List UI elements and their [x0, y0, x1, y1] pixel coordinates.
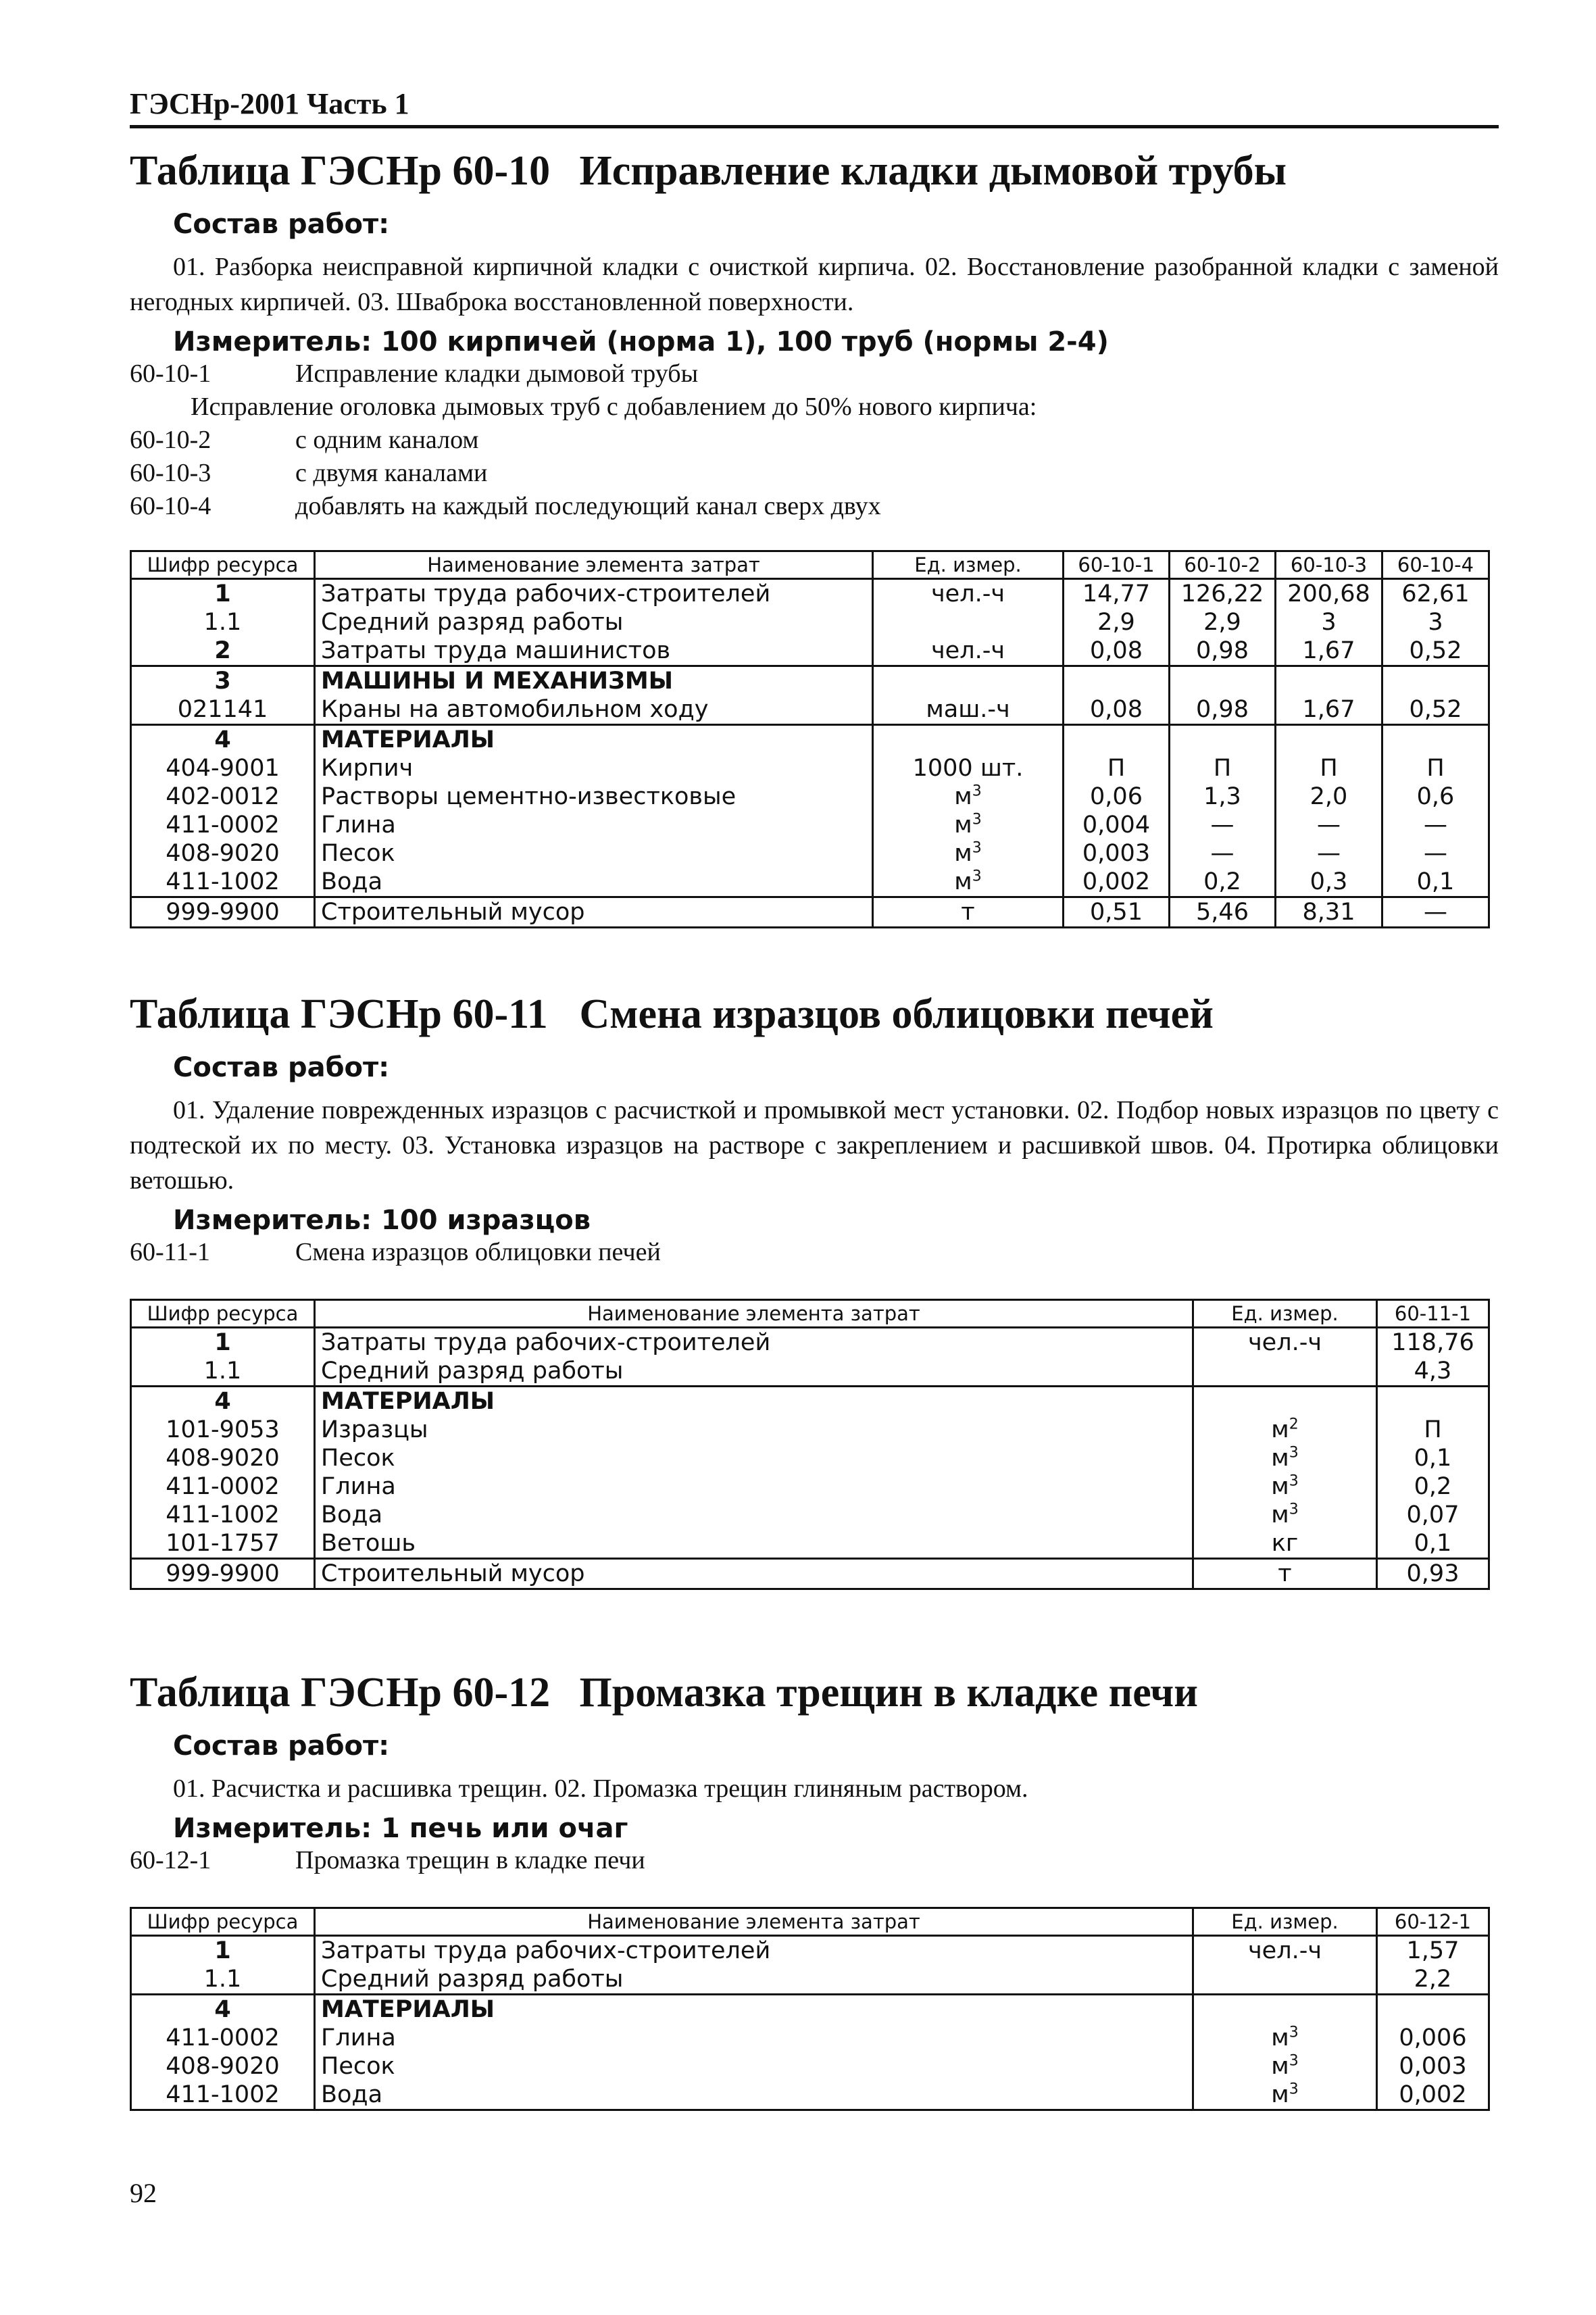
cell-name: Средний разряд работы	[315, 1357, 1193, 1387]
cell-name: Строительный мусор	[315, 1559, 1193, 1589]
cell-unit	[873, 811, 1064, 839]
table-row	[131, 811, 1489, 839]
unit-exponent: 3	[1289, 1472, 1299, 1490]
cell-name: Глина	[315, 2024, 1193, 2052]
unit-exponent: 2	[1289, 1416, 1299, 1433]
table-row	[131, 608, 1489, 637]
cell-code: 101-1757	[131, 1529, 315, 1559]
measure-line: Измеритель: 1 печь или очаг	[173, 1813, 628, 1845]
cell-unit	[1193, 1965, 1377, 1995]
cell-value: 0,1	[1382, 868, 1489, 897]
table-row	[131, 1472, 1489, 1501]
page-header: ГЭСНр-2001 Часть 1	[130, 86, 1499, 128]
table-row	[131, 1387, 1489, 1416]
col-header-norm: 60-10-2	[1170, 551, 1276, 579]
unit-text: м	[1271, 2081, 1289, 2109]
cell-name: Затраты труда рабочих-строителей	[315, 579, 873, 609]
work-description: 01. Разборка неисправной кирпичной кладки с очисткой кирпича. 02. Восстановление разобранной кладки с заменой негодных кирпичей. 03. Шваброка восстановленной поверхности.	[130, 253, 1499, 317]
cell-unit	[873, 868, 1064, 897]
cell-value: —	[1170, 811, 1276, 839]
work-heading: Состав работ:	[173, 1052, 390, 1084]
cell-code: 402-0012	[131, 782, 315, 811]
cell-value: 8,31	[1276, 897, 1382, 928]
unit-text: м	[1271, 2053, 1289, 2081]
cell-value: 0,98	[1170, 637, 1276, 666]
page-number: 92	[130, 2178, 157, 2208]
table-title-60-10	[130, 147, 1499, 195]
col-header-code: Шифр ресурса	[131, 1908, 315, 1936]
cell-value: 1,57	[1377, 1936, 1489, 1966]
unit-text: м	[954, 812, 972, 839]
cell-value: 0,003	[1064, 839, 1170, 868]
cell-unit	[1193, 2024, 1377, 2052]
cell-unit: маш.-ч	[873, 695, 1064, 725]
unit-exponent: 3	[972, 782, 982, 800]
table-row	[131, 637, 1489, 666]
cell-code: 4	[131, 1995, 315, 2024]
col-header-norm: 60-10-1	[1064, 551, 1170, 579]
norm-code: 60-10-2	[130, 426, 211, 455]
cell-code: 411-0002	[131, 811, 315, 839]
cell-unit: чел.-ч	[1193, 1328, 1377, 1358]
cell-value: 0,51	[1064, 897, 1170, 928]
cell-code: 1	[131, 1328, 315, 1358]
norm-line	[130, 1236, 1499, 1269]
cell-name: Глина	[315, 1472, 1193, 1501]
cell-value: 0,52	[1382, 695, 1489, 725]
cell-value: 0,98	[1170, 695, 1276, 725]
unit-text: м	[1271, 1416, 1289, 1444]
cell-value	[1382, 725, 1489, 755]
cell-value	[1377, 1995, 1489, 2024]
cell-value: 1,67	[1276, 637, 1382, 666]
cell-value: —	[1276, 811, 1382, 839]
table-row	[131, 1559, 1489, 1589]
cell-unit	[1193, 1995, 1377, 2024]
cell-value: П	[1382, 754, 1489, 782]
cell-value	[1170, 666, 1276, 696]
table-header-row	[131, 1908, 1489, 1936]
norm-text: Смена изразцов облицовки печей	[295, 1238, 661, 1267]
table-row	[131, 1995, 1489, 2024]
table-title-60-12	[130, 1669, 1499, 1717]
cell-name: Строительный мусор	[315, 897, 873, 928]
cell-value: 14,77	[1064, 579, 1170, 609]
table-row	[131, 1328, 1489, 1358]
table-label: Таблица ГЭСНр 60-12	[130, 1670, 551, 1716]
cell-value	[1377, 1387, 1489, 1416]
col-header-code: Шифр ресурса	[131, 1300, 315, 1328]
table-row	[131, 782, 1489, 811]
cell-unit	[1193, 2052, 1377, 2081]
cell-unit	[1193, 1501, 1377, 1529]
cell-value	[1382, 666, 1489, 696]
cell-code: 411-0002	[131, 2024, 315, 2052]
col-header-code: Шифр ресурса	[131, 551, 315, 579]
cell-value: —	[1382, 839, 1489, 868]
norm-line	[130, 1844, 1499, 1877]
cell-name: Песок	[315, 839, 873, 868]
col-header-unit: Ед. измер.	[1193, 1908, 1377, 1936]
cell-unit	[873, 782, 1064, 811]
cell-value: 0,003	[1377, 2052, 1489, 2081]
cell-code: 411-1002	[131, 868, 315, 897]
work-heading: Состав работ:	[173, 209, 390, 241]
cell-unit	[1193, 1416, 1377, 1444]
norm-code: 60-10-3	[130, 459, 211, 488]
cell-code: 411-1002	[131, 2081, 315, 2110]
cell-name: Изразцы	[315, 1416, 1193, 1444]
cell-code: 4	[131, 1387, 315, 1416]
cell-value	[1170, 725, 1276, 755]
cell-code: 999-9900	[131, 897, 315, 928]
cell-code: 411-0002	[131, 1472, 315, 1501]
unit-text: м	[954, 840, 972, 868]
cell-value: П	[1276, 754, 1382, 782]
cell-unit: кг	[1193, 1529, 1377, 1559]
cell-value: 0,002	[1064, 868, 1170, 897]
cell-value: П	[1064, 754, 1170, 782]
cell-value: 3	[1276, 608, 1382, 637]
cell-code: 408-9020	[131, 839, 315, 868]
cell-value: 0,1	[1377, 1529, 1489, 1559]
table-row	[131, 1965, 1489, 1995]
table-row	[131, 2024, 1489, 2052]
cell-name: Средний разряд работы	[315, 1965, 1193, 1995]
unit-text: м	[1271, 1445, 1289, 1472]
cell-name: Песок	[315, 1444, 1193, 1472]
cell-unit	[1193, 1357, 1377, 1387]
cell-value: —	[1170, 839, 1276, 868]
norm-line	[130, 424, 1499, 457]
cell-value: 2,9	[1064, 608, 1170, 637]
col-header-norm: 60-12-1	[1377, 1908, 1489, 1936]
cell-value: 0,2	[1170, 868, 1276, 897]
norm-text: Исправление кладки дымовой трубы	[295, 359, 699, 389]
table-row	[131, 579, 1489, 609]
table-row	[131, 2081, 1489, 2110]
cell-name: Песок	[315, 2052, 1193, 2081]
unit-exponent: 3	[972, 868, 982, 885]
cell-value: 0,52	[1382, 637, 1489, 666]
resource-table-60-11	[130, 1299, 1490, 1590]
cell-value: 0,006	[1377, 2024, 1489, 2052]
cell-value: —	[1382, 811, 1489, 839]
unit-exponent: 3	[1289, 2052, 1299, 2070]
table-row	[131, 1501, 1489, 1529]
cell-value: 0,004	[1064, 811, 1170, 839]
cell-unit	[873, 666, 1064, 696]
cell-code: 408-9020	[131, 1444, 315, 1472]
cell-unit: 1000 шт.	[873, 754, 1064, 782]
cell-name: Глина	[315, 811, 873, 839]
cell-code: 4	[131, 725, 315, 755]
table-name: Исправление кладки дымовой трубы	[579, 148, 1287, 194]
cell-unit: чел.-ч	[873, 579, 1064, 609]
cell-code: 411-1002	[131, 1501, 315, 1529]
cell-value: 2,0	[1276, 782, 1382, 811]
table-row	[131, 725, 1489, 755]
cell-name: Ветошь	[315, 1529, 1193, 1559]
table-row	[131, 754, 1489, 782]
unit-exponent: 3	[1289, 2024, 1299, 2041]
cell-value: 5,46	[1170, 897, 1276, 928]
cell-name: Краны на автомобильном ходу	[315, 695, 873, 725]
col-header-unit: Ед. измер.	[873, 551, 1064, 579]
unit-text: м	[1271, 2024, 1289, 2052]
col-header-name: Наименование элемента затрат	[315, 1300, 1193, 1328]
table-row	[131, 2052, 1489, 2081]
cell-name: МАТЕРИАЛЫ	[315, 725, 873, 755]
table-row	[131, 897, 1489, 928]
table-row	[131, 839, 1489, 868]
cell-unit: чел.-ч	[1193, 1936, 1377, 1966]
col-header-norm: 60-11-1	[1377, 1300, 1489, 1328]
unit-text: м	[954, 783, 972, 811]
cell-unit	[873, 608, 1064, 637]
norm-line	[130, 357, 1499, 391]
table-name: Смена изразцов облицовки печей	[579, 991, 1214, 1037]
work-heading: Состав работ:	[173, 1731, 390, 1762]
norm-text: с одним каналом	[295, 426, 479, 455]
col-header-unit: Ед. измер.	[1193, 1300, 1377, 1328]
cell-unit	[1193, 1472, 1377, 1501]
cell-value	[1276, 725, 1382, 755]
norm-text: с двумя каналами	[295, 459, 488, 488]
col-header-norm: 60-10-4	[1382, 551, 1489, 579]
measure-line: Измеритель: 100 кирпичей (норма 1), 100 труб (нормы 2-4)	[173, 326, 1109, 358]
cell-code: 999-9900	[131, 1559, 315, 1589]
cell-name: Затраты труда машинистов	[315, 637, 873, 666]
cell-name: Затраты труда рабочих-строителей	[315, 1328, 1193, 1358]
unit-text: м	[954, 868, 972, 896]
cell-name: МАТЕРИАЛЫ	[315, 1387, 1193, 1416]
cell-unit: т	[873, 897, 1064, 928]
cell-value: 62,61	[1382, 579, 1489, 609]
norm-text: добавлять на каждый последующий канал сверх двух	[295, 492, 881, 521]
work-description: 01. Удаление поврежденных изразцов с расчисткой и промывкой мест установки. 02. Подбор новых изразцов по цвету с подтеской их по месту. 03. Установка изразцов на растворе с закреплением и расшивкой швов. 04. Протирка облицовки ветошью.	[130, 1096, 1499, 1195]
work-description: 01. Расчистка и расшивка трещин. 02. Промазка трещин глиняным раствором.	[173, 1774, 1028, 1803]
cell-name: Средний разряд работы	[315, 608, 873, 637]
cell-code: 1.1	[131, 1965, 315, 1995]
cell-value: 2,2	[1377, 1965, 1489, 1995]
table-row	[131, 1936, 1489, 1966]
norm-text: Промазка трещин в кладке печи	[295, 1846, 645, 1875]
table-row	[131, 1416, 1489, 1444]
cell-code: 1	[131, 1936, 315, 1966]
unit-exponent: 3	[1289, 2081, 1299, 2098]
cell-value: 0,6	[1382, 782, 1489, 811]
cell-name: Кирпич	[315, 754, 873, 782]
unit-exponent: 3	[972, 839, 982, 857]
cell-unit: чел.-ч	[873, 637, 1064, 666]
cell-value	[1276, 666, 1382, 696]
cell-name: Затраты труда рабочих-строителей	[315, 1936, 1193, 1966]
cell-unit	[1193, 2081, 1377, 2110]
norm-intro: Исправление оголовка дымовых труб с добавлением до 50% нового кирпича:	[191, 393, 1037, 422]
cell-value: 2,9	[1170, 608, 1276, 637]
cell-unit: т	[1193, 1559, 1377, 1589]
cell-name: МАШИНЫ И МЕХАНИЗМЫ	[315, 666, 873, 696]
cell-value: 0,1	[1377, 1444, 1489, 1472]
table-name: Промазка трещин в кладке печи	[579, 1670, 1198, 1716]
table-header-row	[131, 1300, 1489, 1328]
cell-value: 3	[1382, 608, 1489, 637]
table-title-60-11	[130, 991, 1499, 1039]
cell-name: Растворы цементно-известковые	[315, 782, 873, 811]
unit-text: м	[1271, 1473, 1289, 1501]
norm-code: 60-10-1	[130, 359, 211, 389]
cell-value	[1064, 725, 1170, 755]
col-header-name: Наименование элемента затрат	[315, 1908, 1193, 1936]
cell-value: 118,76	[1377, 1328, 1489, 1358]
cell-unit	[1193, 1387, 1377, 1416]
cell-value: 200,68	[1276, 579, 1382, 609]
cell-unit	[1193, 1444, 1377, 1472]
section-60-10	[130, 147, 1499, 928]
norm-line	[130, 457, 1499, 490]
resource-table-60-12	[130, 1907, 1490, 2111]
cell-value: 0,06	[1064, 782, 1170, 811]
cell-value: 126,22	[1170, 579, 1276, 609]
unit-exponent: 3	[1289, 1501, 1299, 1518]
cell-unit	[873, 725, 1064, 755]
unit-text: м	[1271, 1501, 1289, 1529]
table-row	[131, 666, 1489, 696]
cell-value: 0,2	[1377, 1472, 1489, 1501]
cell-name: Вода	[315, 2081, 1193, 2110]
cell-value: —	[1382, 897, 1489, 928]
resource-table-60-10	[130, 550, 1490, 928]
cell-code: 1.1	[131, 1357, 315, 1387]
cell-code: 1	[131, 579, 315, 609]
section-60-12	[130, 1669, 1499, 2111]
col-header-name: Наименование элемента затрат	[315, 551, 873, 579]
cell-value: 0,3	[1276, 868, 1382, 897]
cell-unit	[873, 839, 1064, 868]
cell-name: Вода	[315, 868, 873, 897]
unit-exponent: 3	[972, 811, 982, 828]
cell-value: 1,3	[1170, 782, 1276, 811]
table-row	[131, 1357, 1489, 1387]
cell-code: 101-9053	[131, 1416, 315, 1444]
cell-value: 0,07	[1377, 1501, 1489, 1529]
cell-value: 0,93	[1377, 1559, 1489, 1589]
cell-name: МАТЕРИАЛЫ	[315, 1995, 1193, 2024]
cell-value: 0,08	[1064, 637, 1170, 666]
measure-line: Измеритель: 100 изразцов	[173, 1205, 591, 1237]
table-row	[131, 1529, 1489, 1559]
cell-name: Вода	[315, 1501, 1193, 1529]
table-row	[131, 1444, 1489, 1472]
table-row	[131, 868, 1489, 897]
norm-code: 60-12-1	[130, 1846, 211, 1875]
cell-code: 021141	[131, 695, 315, 725]
cell-value: П	[1170, 754, 1276, 782]
cell-code: 408-9020	[131, 2052, 315, 2081]
cell-code: 3	[131, 666, 315, 696]
cell-value	[1064, 666, 1170, 696]
cell-value: П	[1377, 1416, 1489, 1444]
cell-value: 0,002	[1377, 2081, 1489, 2110]
table-label: Таблица ГЭСНр 60-11	[130, 991, 548, 1037]
cell-code: 2	[131, 637, 315, 666]
norm-code: 60-11-1	[130, 1238, 210, 1267]
cell-code: 1.1	[131, 608, 315, 637]
table-header-row	[131, 551, 1489, 579]
table-label: Таблица ГЭСНр 60-10	[130, 148, 551, 194]
norm-line	[130, 490, 1499, 523]
cell-value: 1,67	[1276, 695, 1382, 725]
cell-value: 0,08	[1064, 695, 1170, 725]
section-60-11	[130, 991, 1499, 1590]
col-header-norm: 60-10-3	[1276, 551, 1382, 579]
cell-code: 404-9001	[131, 754, 315, 782]
table-row	[131, 695, 1489, 725]
cell-value: —	[1276, 839, 1382, 868]
unit-exponent: 3	[1289, 1444, 1299, 1462]
norm-code: 60-10-4	[130, 492, 211, 521]
cell-value: 4,3	[1377, 1357, 1489, 1387]
